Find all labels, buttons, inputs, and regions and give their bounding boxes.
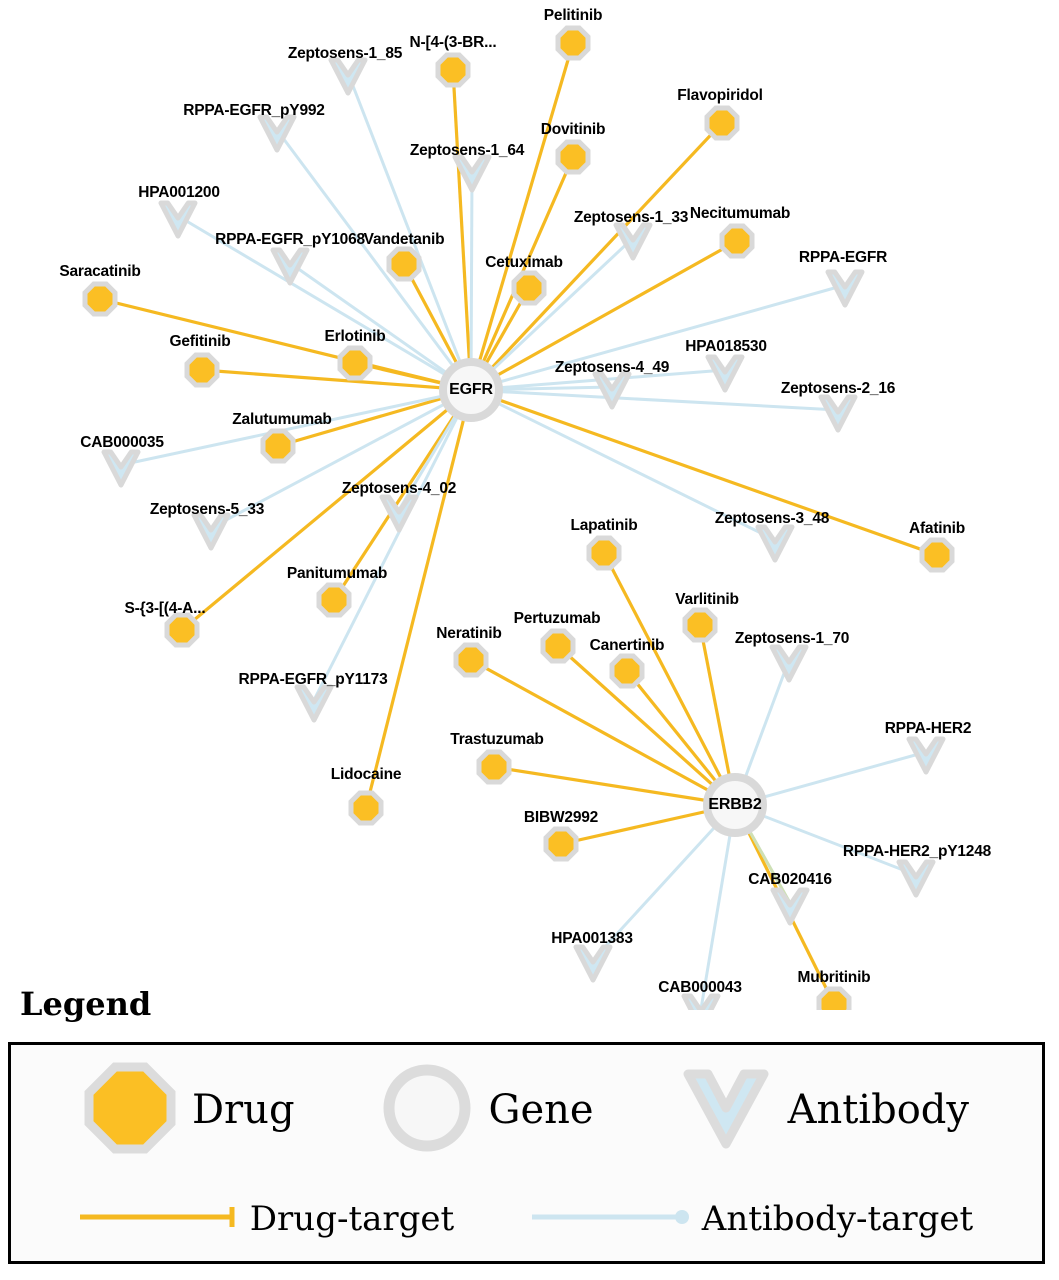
drug-label: Vandetanib bbox=[363, 231, 445, 248]
drug-node[interactable] bbox=[546, 829, 576, 859]
legend-item-drug bbox=[84, 1062, 295, 1159]
antibody-label: Zeptosens-4_49 bbox=[554, 359, 670, 376]
antibody-node[interactable] bbox=[758, 527, 792, 560]
drug-label: Zalutumumab bbox=[232, 411, 332, 428]
drug-node[interactable] bbox=[167, 615, 197, 645]
gene-label: EGFR bbox=[449, 381, 493, 398]
antibody-label: Zeptosens-1_33 bbox=[573, 209, 689, 226]
drug-label: Necitumumab bbox=[689, 205, 791, 222]
graph-edge bbox=[471, 390, 937, 555]
drug-node[interactable] bbox=[187, 355, 217, 385]
graph-edge bbox=[471, 170, 472, 390]
drug-label: Gefitinib bbox=[169, 333, 231, 350]
antibody-label: CAB020416 bbox=[748, 871, 832, 888]
antibody-node[interactable] bbox=[297, 687, 331, 720]
drug-label: Saracatinib bbox=[59, 263, 141, 280]
antibody-label: RPPA-EGFR_pY1173 bbox=[238, 671, 388, 688]
drug-node[interactable] bbox=[819, 989, 849, 1010]
drug-label: Neratinib bbox=[436, 625, 502, 642]
legend-title: Legend bbox=[20, 985, 152, 1023]
drug-node[interactable] bbox=[319, 585, 349, 615]
legend-item-drug-target bbox=[80, 1199, 454, 1239]
drug-node[interactable] bbox=[589, 538, 619, 568]
drug-label: Trastuzumab bbox=[450, 731, 544, 748]
drug-node[interactable] bbox=[543, 631, 573, 661]
antibody-node[interactable] bbox=[331, 60, 365, 93]
drug-node[interactable] bbox=[707, 108, 737, 138]
drug-label: N-[4-(3-BR... bbox=[409, 34, 497, 51]
drug-node[interactable] bbox=[558, 28, 588, 58]
legend-label-gene: Gene bbox=[488, 1087, 594, 1133]
drug-node[interactable] bbox=[438, 55, 468, 85]
line-dot-icon bbox=[532, 1205, 692, 1234]
antibody-label: RPPA-EGFR_pY992 bbox=[183, 102, 325, 119]
drug-label: Afatinib bbox=[908, 520, 966, 537]
drug-label: Pelitinib bbox=[543, 7, 603, 24]
antibody-node[interactable] bbox=[616, 225, 650, 258]
graph-edge bbox=[453, 70, 471, 390]
drug-label: Varlitinib bbox=[675, 591, 739, 608]
drug-label: Cetuximab bbox=[485, 254, 563, 271]
antibody-label: Zeptosens-1_64 bbox=[409, 142, 525, 159]
drug-node[interactable] bbox=[263, 431, 293, 461]
drug-node[interactable] bbox=[85, 284, 115, 314]
antibody-label: RPPA-EGFR_pY1068 bbox=[215, 231, 365, 248]
drug-node[interactable] bbox=[922, 540, 952, 570]
drug-node[interactable] bbox=[722, 226, 752, 256]
antibody-label: HPA001200 bbox=[138, 184, 220, 201]
legend-item-antibody-target bbox=[532, 1199, 973, 1239]
drug-label: Flavopiridol bbox=[677, 87, 763, 104]
drug-node[interactable] bbox=[685, 610, 715, 640]
antibody-label: Zeptosens-1_70 bbox=[734, 630, 850, 647]
drug-label: BIBW2992 bbox=[523, 809, 599, 826]
antibody-label: HPA001383 bbox=[551, 930, 633, 947]
drug-label: S-{3-[(4-A... bbox=[124, 600, 206, 617]
antibody-label: CAB000043 bbox=[658, 979, 742, 996]
drug-label: Panitumumab bbox=[286, 565, 388, 582]
antibody-label: Zeptosens-1_85 bbox=[287, 45, 403, 62]
drug-node[interactable] bbox=[340, 348, 370, 378]
legend-label-antibody: Antibody bbox=[787, 1087, 969, 1133]
drug-label: Pertuzumab bbox=[513, 610, 601, 627]
drug-label: Lapatinib bbox=[570, 517, 638, 534]
graph-edge bbox=[290, 263, 471, 390]
drug-label: Lidocaine bbox=[330, 766, 402, 783]
drug-label: Canertinib bbox=[589, 637, 665, 654]
drug-node[interactable] bbox=[558, 142, 588, 172]
antibody-label: RPPA-HER2 bbox=[884, 720, 972, 737]
drug-node[interactable] bbox=[479, 752, 509, 782]
legend-label-antibody-target: Antibody-target bbox=[701, 1199, 974, 1239]
legend-edge-row bbox=[11, 1177, 1042, 1261]
antibody-label: Zeptosens-5_33 bbox=[149, 501, 265, 518]
antibody-node[interactable] bbox=[773, 890, 807, 923]
drug-label: Dovitinib bbox=[540, 121, 606, 138]
drug-label: Mubritinib bbox=[797, 969, 871, 986]
antibody-node[interactable] bbox=[576, 947, 610, 980]
antibody-node[interactable] bbox=[273, 250, 307, 283]
drug-label: Erlotinib bbox=[324, 328, 386, 345]
line-bar-icon bbox=[80, 1205, 240, 1234]
antibody-node[interactable] bbox=[772, 647, 806, 680]
chevron-down-icon bbox=[680, 1062, 772, 1159]
antibody-node[interactable] bbox=[821, 397, 855, 430]
antibody-label: HPA018530 bbox=[685, 338, 767, 355]
drug-node[interactable] bbox=[456, 645, 486, 675]
legend-label-drug: Drug bbox=[191, 1087, 295, 1133]
antibody-node[interactable] bbox=[899, 862, 933, 895]
antibody-label: Zeptosens-2_16 bbox=[780, 380, 896, 397]
drug-node[interactable] bbox=[514, 273, 544, 303]
legend-node-row bbox=[11, 1045, 1042, 1175]
octagon-icon bbox=[84, 1062, 176, 1159]
circle-icon bbox=[381, 1062, 473, 1159]
drug-node[interactable] bbox=[389, 249, 419, 279]
antibody-label: Zeptosens-4_02 bbox=[341, 480, 457, 497]
antibody-node[interactable] bbox=[194, 515, 228, 548]
legend-item-gene bbox=[381, 1062, 594, 1159]
antibody-label: CAB000035 bbox=[80, 434, 164, 451]
antibody-node[interactable] bbox=[161, 203, 195, 236]
antibody-label: RPPA-HER2_pY1248 bbox=[842, 843, 992, 860]
graph-edge bbox=[314, 390, 471, 700]
antibody-label: RPPA-EGFR bbox=[798, 249, 888, 266]
legend-item-antibody bbox=[680, 1062, 969, 1159]
antibody-node[interactable] bbox=[708, 357, 742, 390]
antibody-node[interactable] bbox=[104, 452, 138, 485]
legend-label-drug-target: Drug-target bbox=[249, 1199, 455, 1239]
gene-label: ERBB2 bbox=[708, 796, 762, 813]
legend-box bbox=[8, 1042, 1045, 1264]
antibody-label: Zeptosens-3_48 bbox=[714, 510, 830, 527]
drug-node[interactable] bbox=[612, 656, 642, 686]
drug-node[interactable] bbox=[351, 793, 381, 823]
